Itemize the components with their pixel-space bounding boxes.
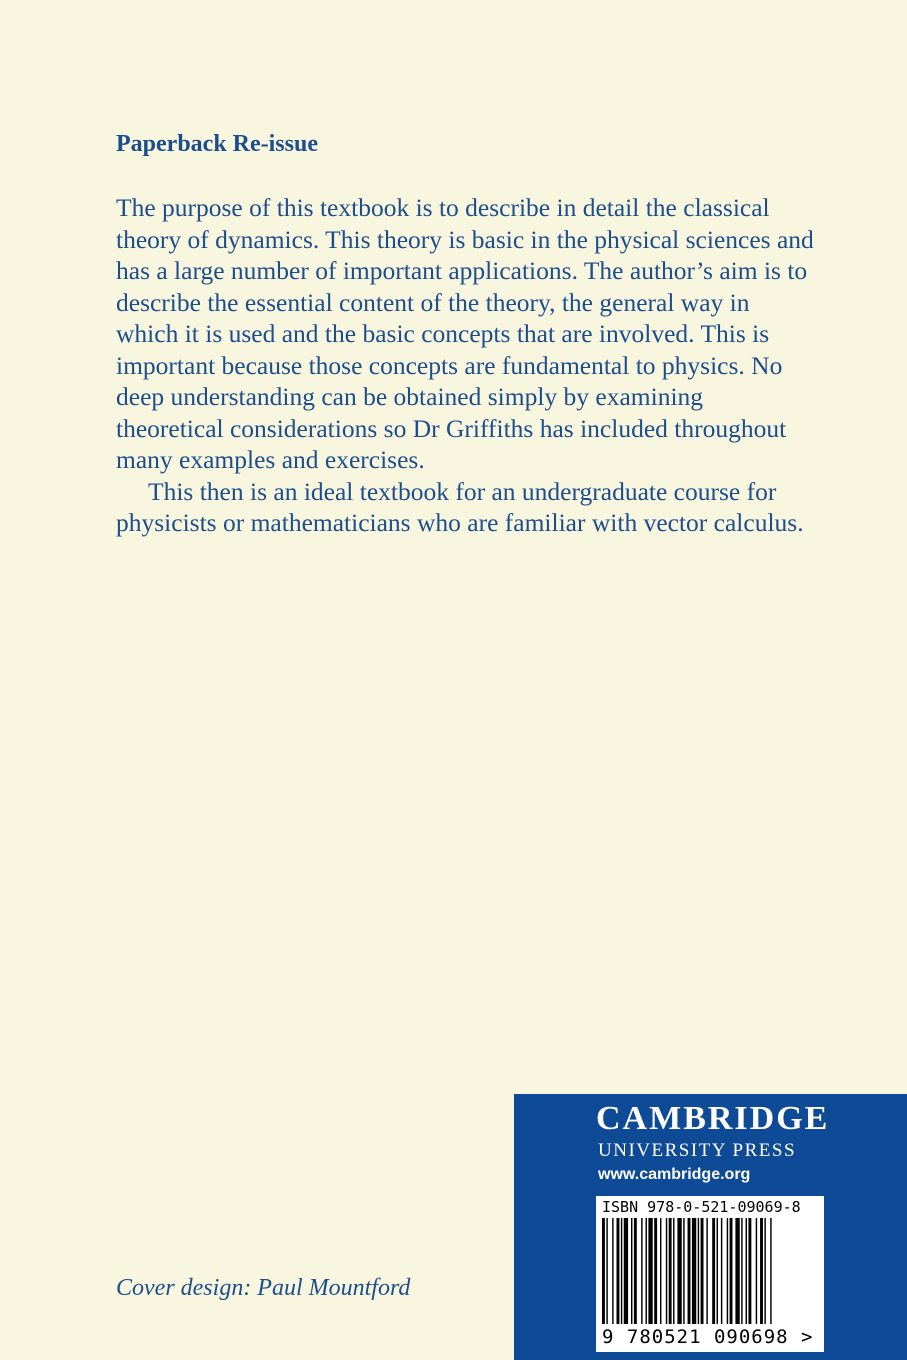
cover-design-credit: Cover design: Paul Mountford bbox=[116, 1275, 411, 1301]
ean-number: 9 780521 090698 > bbox=[602, 1326, 814, 1348]
blurb-text bbox=[116, 192, 816, 539]
publisher-panel bbox=[514, 1094, 907, 1360]
publisher-url: www.cambridge.org bbox=[598, 1166, 751, 1183]
barcode-bars bbox=[600, 1218, 820, 1326]
publisher-logo-name: CAMBRIDGE bbox=[596, 1100, 830, 1137]
section-heading: Paperback Re-issue bbox=[116, 131, 318, 157]
publisher-logo-subname: UNIVERSITY PRESS bbox=[598, 1140, 797, 1161]
blurb-paragraph-1: The purpose of this textbook is to describe in detail the classical theory of dynamics. This theory is basic in the physical sciences and has a large number of important applications. The author’s aim is to describe the essential content of the theory, the general way in which it is used and the basic concepts that are involved. This is important because those concepts are fundamental to physics. No deep understanding can be obtained simply by examining theoretical considerations so Dr Griffiths has included throughout many examples and exercises. bbox=[116, 193, 814, 474]
blurb-paragraph-2: This then is an ideal textbook for an undergraduate course for physicists or mathematicians who are familiar with vector calculus. bbox=[116, 476, 804, 537]
isbn-number: ISBN 978-0-521-09069-8 bbox=[602, 1198, 801, 1216]
isbn-barcode bbox=[596, 1196, 824, 1352]
